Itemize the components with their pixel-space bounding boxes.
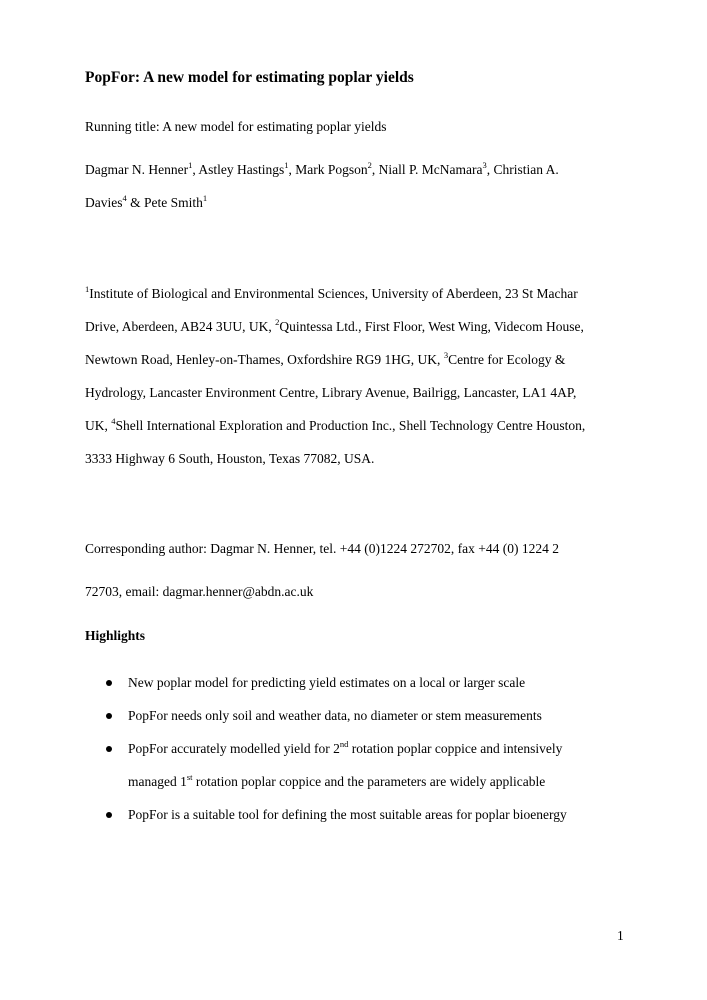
- highlight-item-3-continued: [128, 771, 546, 790]
- corresponding-author-line-1: Corresponding author: Dagmar N. Henner, tel. +44 (0)1224 272702, fax +44 (0) 1224 2: [85, 541, 559, 556]
- highlight-text: rotation poplar coppice and the parameters are widely applicable: [192, 774, 546, 789]
- affiliation-marker: 1: [284, 159, 289, 170]
- affiliation-marker: 1: [85, 283, 90, 294]
- running-title: Running title: A new model for estimating poplar yields: [85, 119, 387, 134]
- highlight-text: PopFor accurately modelled yield for 2: [128, 741, 340, 756]
- affiliation-marker: 4: [111, 415, 116, 426]
- author-name: , Mark Pogson: [288, 162, 368, 177]
- highlight-item-1: New poplar model for predicting yield estimates on a local or larger scale: [128, 675, 526, 690]
- affiliation-text: Newtown Road, Henley-on-Thames, Oxfordshire RG9 1HG, UK,: [85, 352, 444, 367]
- affiliation-line-3: [85, 349, 566, 368]
- affiliation-text: Drive, Aberdeen, AB24 3UU, UK,: [85, 319, 276, 334]
- affiliation-line-4: Hydrology, Lancaster Environment Centre, Library Avenue, Bailrigg, Lancaster, LA1 4AP,: [85, 385, 577, 400]
- bullet-dot: [106, 680, 112, 686]
- affiliation-marker: 3: [443, 349, 449, 360]
- author-line-1: [85, 159, 559, 178]
- author-name: , Niall P. McNamara: [371, 162, 483, 177]
- affiliation-marker: 1: [202, 192, 208, 203]
- author-name: , Christian A.: [486, 162, 559, 177]
- ordinal-superscript: nd: [339, 738, 349, 749]
- bullet-dot: [106, 746, 112, 752]
- author-line-2: [85, 192, 208, 211]
- highlight-item-3: [128, 738, 563, 757]
- bullet-dot: [106, 713, 112, 719]
- affiliation-marker: 2: [275, 316, 280, 327]
- author-name: Davies: [85, 195, 123, 210]
- affiliation-line-1: [85, 283, 578, 302]
- page-number: 1: [617, 928, 624, 943]
- corresponding-author-line-2: 72703, email: dagmar.henner@abdn.ac.uk: [85, 584, 314, 599]
- highlight-item-4: PopFor is a suitable tool for defining the most suitable areas for poplar bioenergy: [128, 807, 567, 822]
- affiliation-marker: 2: [367, 159, 372, 170]
- affiliation-line-2: [85, 316, 584, 335]
- affiliation-marker: 1: [188, 159, 193, 170]
- author-name: & Pete Smith: [126, 195, 203, 210]
- affiliation-text: Institute of Biological and Environmental Sciences, University of Aberdeen, 23 St Machar: [89, 286, 578, 301]
- highlight-item-2: PopFor needs only soil and weather data, no diameter or stem measurements: [128, 708, 542, 723]
- affiliation-line-6: 3333 Highway 6 South, Houston, Texas 77082, USA.: [85, 451, 375, 466]
- author-name: , Astley Hastings: [192, 162, 285, 177]
- highlight-text: rotation poplar coppice and intensively: [348, 741, 563, 756]
- author-name: Dagmar N. Henner: [85, 162, 189, 177]
- highlight-text: managed 1: [128, 774, 187, 789]
- affiliation-text: Shell International Exploration and Production Inc., Shell Technology Centre Houston,: [115, 418, 586, 433]
- affiliation-text: Quintessa Ltd., First Floor, West Wing, Videcom House,: [279, 319, 584, 334]
- bullet-dot: [106, 812, 112, 818]
- paper-title: PopFor: A new model for estimating poplar yields: [85, 69, 414, 86]
- affiliation-text: UK,: [85, 418, 112, 433]
- affiliation-text: Centre for Ecology &: [448, 352, 566, 367]
- affiliation-marker: 3: [482, 159, 487, 170]
- ordinal-superscript: st: [186, 771, 193, 782]
- affiliation-marker: 4: [122, 192, 127, 203]
- highlights-heading: Highlights: [85, 628, 146, 643]
- affiliation-line-5: [85, 415, 586, 434]
